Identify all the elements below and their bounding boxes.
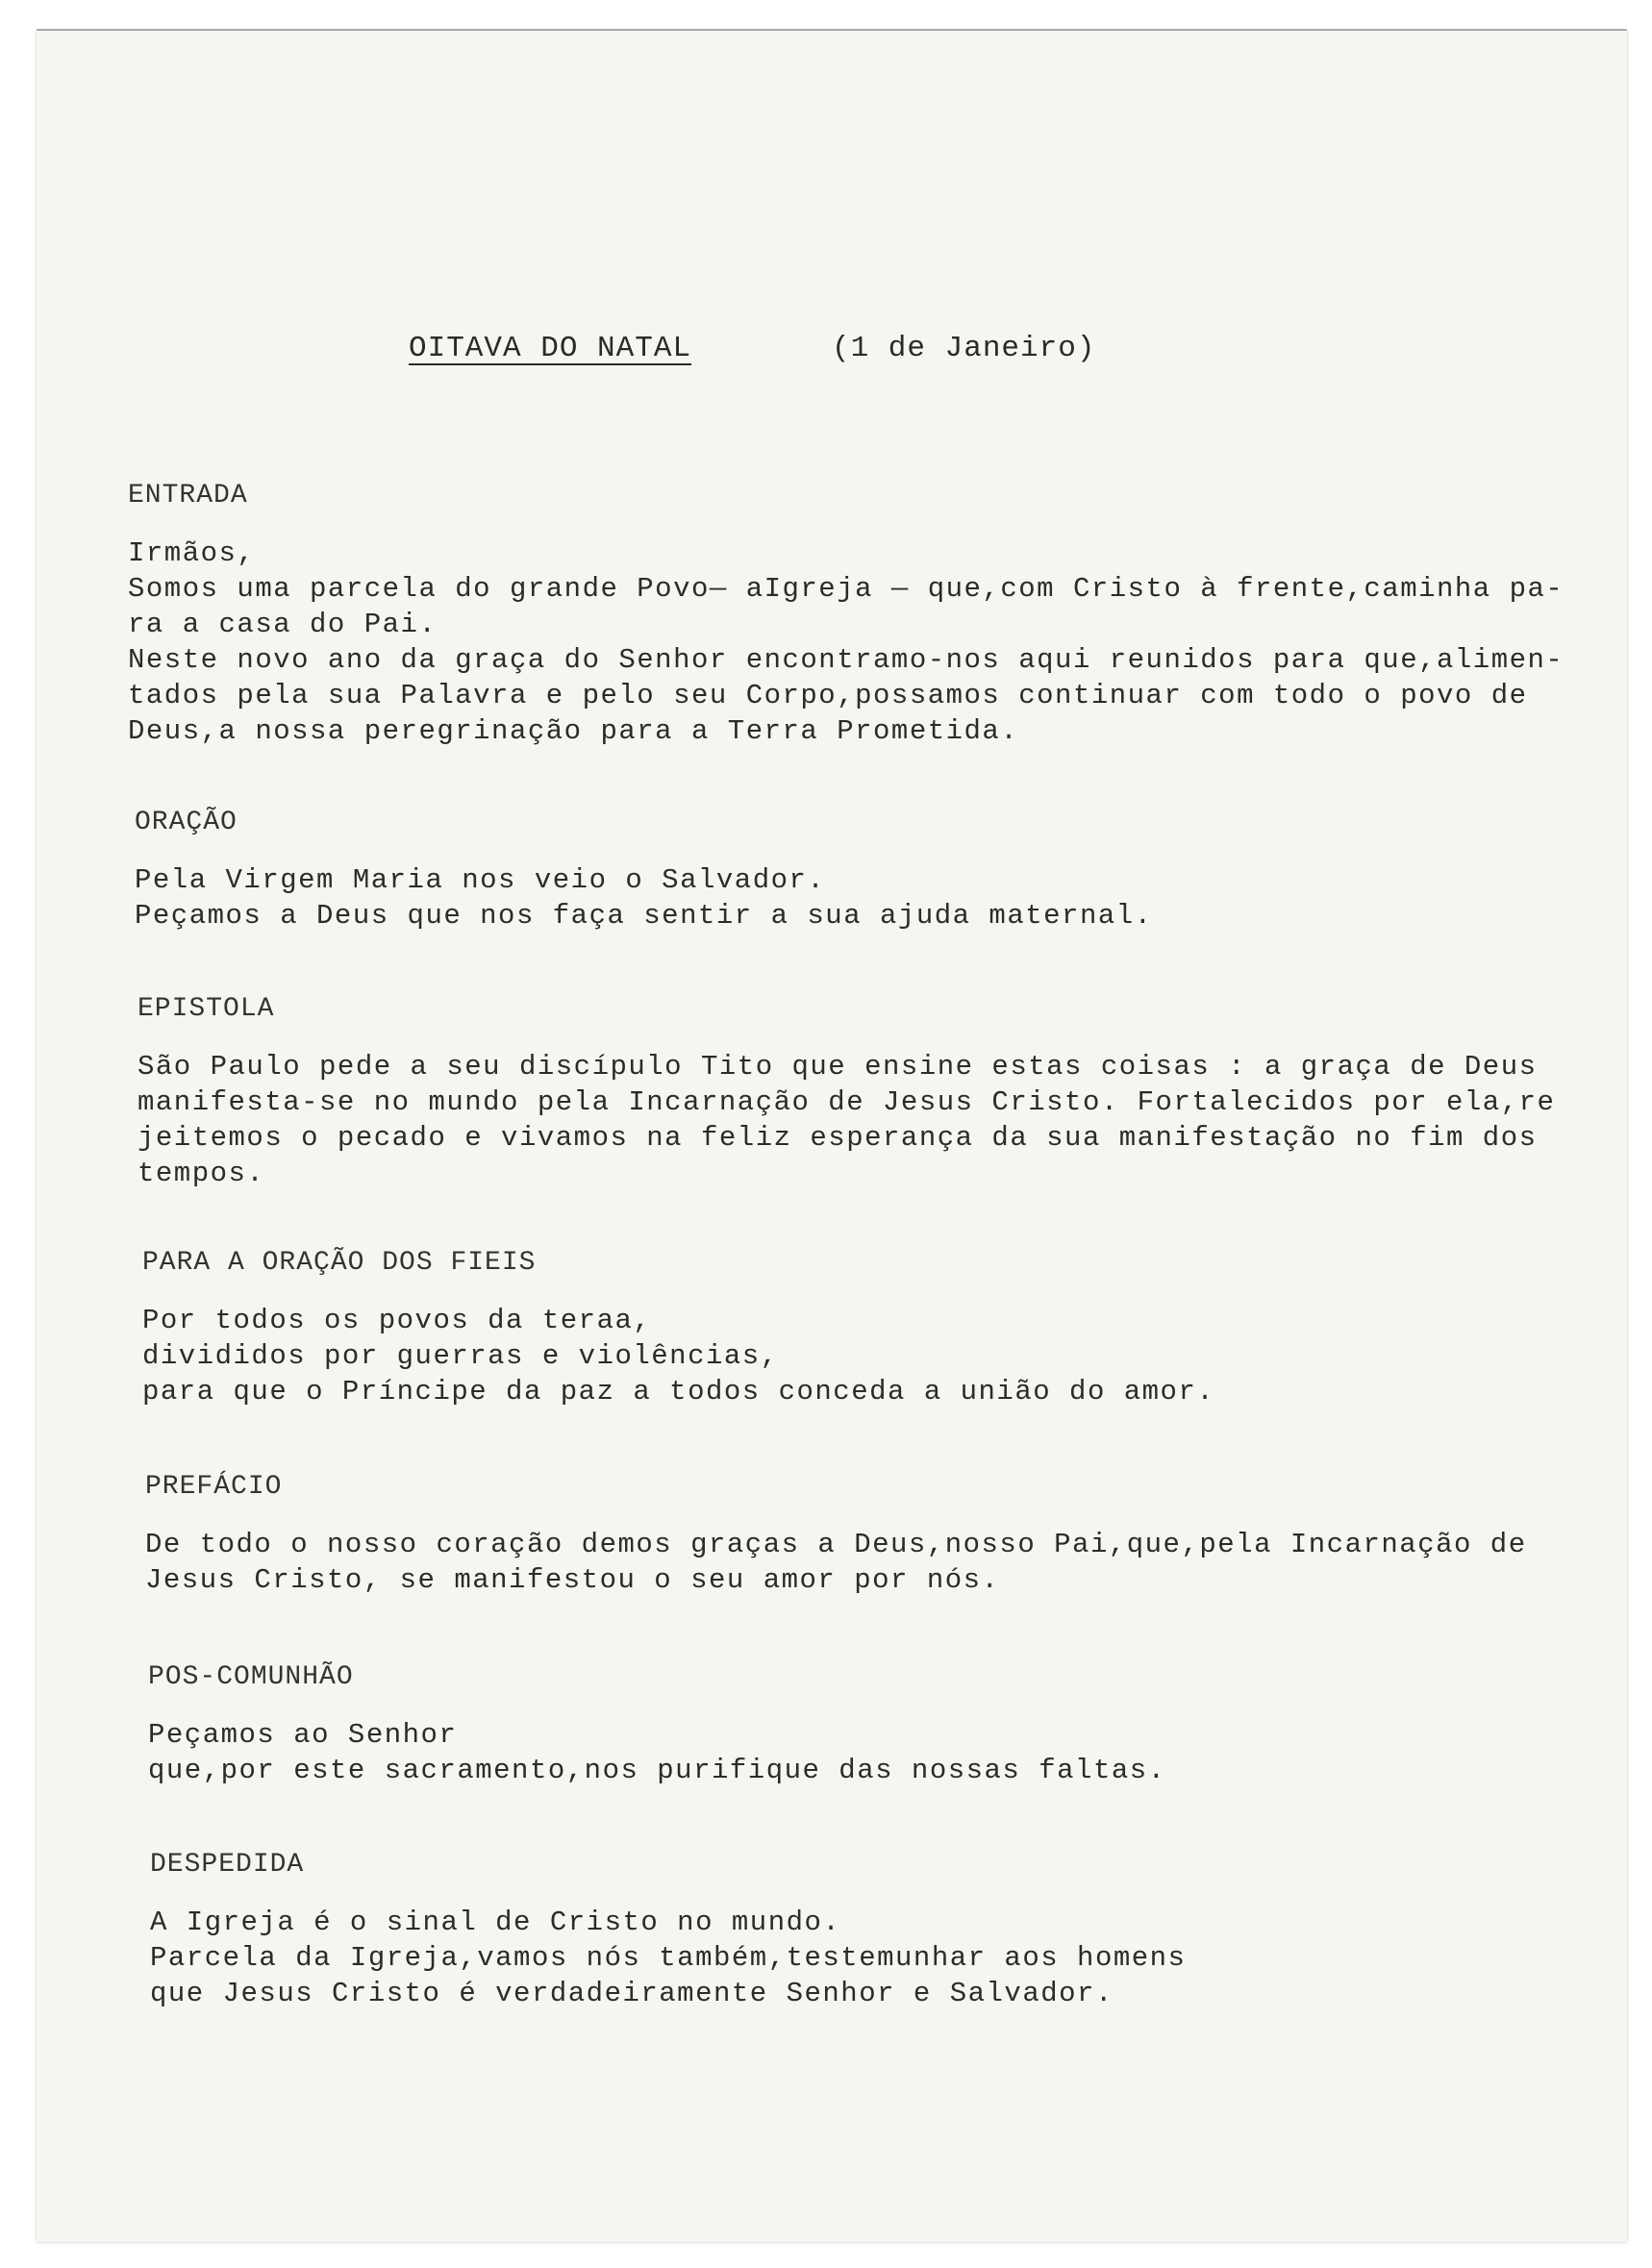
- section-oracao-dos-fieis: [142, 1248, 1214, 1409]
- section-line: para que o Príncipe da paz a todos conceda a união do amor.: [142, 1376, 1215, 1408]
- section-line: manifesta-se no mundo pela Incarnação de Jesus Cristo. Fortalecidos por ela,re: [138, 1086, 1556, 1118]
- section-line: Jesus Cristo, se manifestou o seu amor por nós.: [145, 1564, 1000, 1596]
- section-line: jeitemos o pecado e vivamos na feliz esperança da sua manifestação no fim dos: [138, 1122, 1538, 1154]
- section-line: A Igreja é o sinal de Cristo no mundo.: [150, 1907, 841, 1938]
- section-line: tempos.: [138, 1158, 265, 1189]
- section-despedida: [150, 1850, 1186, 2011]
- section-line: que,por este sacramento,nos purifique das nossas faltas.: [148, 1755, 1166, 1786]
- section-oracao: [135, 808, 1153, 934]
- section-heading: POS-COMUNHÃO: [148, 1662, 354, 1692]
- section-line: Neste novo ano da graça do Senhor encontramo-nos aqui reunidos para que,alimen-: [128, 644, 1564, 676]
- section-entrada: [128, 481, 1564, 749]
- section-line: Peçamos ao Senhor: [148, 1719, 458, 1751]
- section-line: Somos uma parcela do grande Povo— aIgreja — que,com Cristo à frente,caminha pa-: [128, 573, 1564, 605]
- section-pos-comunhao: [148, 1662, 1166, 1788]
- section-line: Peçamos a Deus que nos faça sentir a sua ajuda maternal.: [135, 900, 1153, 932]
- section-line: que Jesus Cristo é verdadeiramente Senhor e Salvador.: [150, 1978, 1114, 2009]
- section-line: Pela Virgem Maria nos veio o Salvador.: [135, 864, 826, 896]
- section-heading: EPISTOLA: [138, 994, 275, 1024]
- document-header: [409, 332, 1178, 380]
- section-line: divididos por guerras e violências,: [142, 1340, 779, 1372]
- document-date: (1 de Janeiro): [832, 332, 1096, 365]
- section-epistola: [138, 994, 1555, 1191]
- section-prefacio: [145, 1472, 1527, 1598]
- section-line: Deus,a nossa peregrinação para a Terra Prometida.: [128, 715, 1019, 747]
- section-heading: PARA A ORAÇÃO DOS FIEIS: [142, 1248, 537, 1278]
- section-line: tados pela sua Palavra e pelo seu Corpo,possamos continuar com todo o povo de: [128, 680, 1528, 711]
- section-heading: ORAÇÃO: [135, 808, 238, 837]
- document-title: OITAVA DO NATAL: [409, 332, 692, 365]
- section-line: De todo o nosso coração demos graças a Deus,nosso Pai,que,pela Incarnação de: [145, 1529, 1527, 1560]
- section-line: Irmãos,: [128, 537, 256, 569]
- section-heading: PREFÁCIO: [145, 1472, 283, 1502]
- section-heading: ENTRADA: [128, 481, 248, 511]
- section-line: São Paulo pede a seu discípulo Tito que ensine estas coisas : a graça de Deus: [138, 1051, 1538, 1083]
- section-line: Parcela da Igreja,vamos nós também,testemunhar aos homens: [150, 1942, 1187, 1974]
- section-heading: DESPEDIDA: [150, 1850, 305, 1880]
- section-line: Por todos os povos da teraa,: [142, 1305, 652, 1336]
- section-line: ra a casa do Pai.: [128, 609, 438, 640]
